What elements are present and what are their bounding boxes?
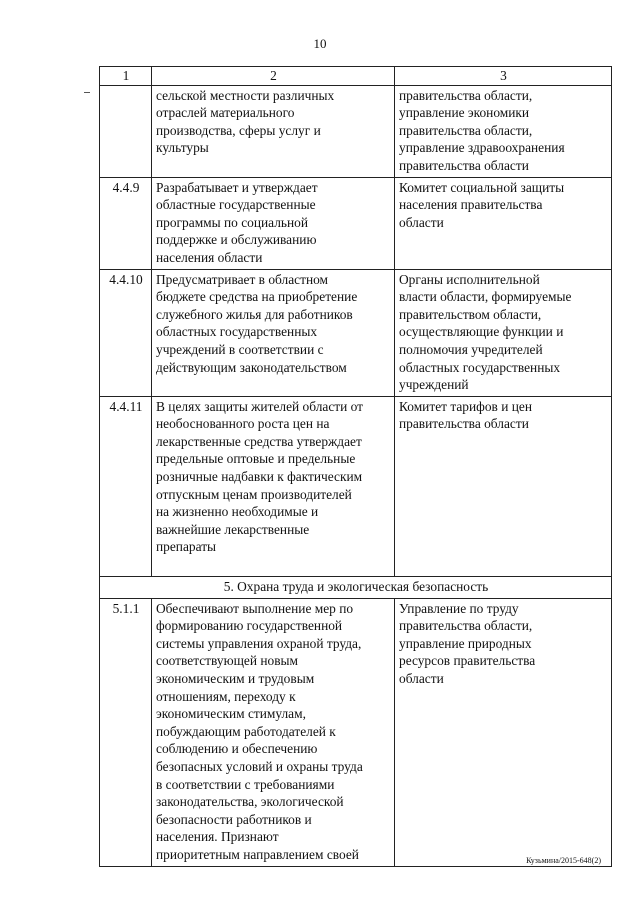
table-row (100, 598, 612, 866)
column-header-3: 3 (395, 67, 612, 86)
resp-line: правительства области (399, 416, 529, 432)
column-header-2: 2 (152, 67, 395, 86)
section-heading-row (100, 577, 612, 599)
text-line: Предусматривает в областном (156, 271, 329, 287)
table-row (100, 269, 612, 396)
resp-line: осуществляющие функции и (399, 324, 564, 340)
item-number: 4.4.9 (100, 177, 152, 269)
text-line: законодательства, экологической (156, 794, 344, 810)
table-row (100, 177, 612, 269)
text-line: отпускным ценам производителей (156, 486, 352, 502)
item-number (100, 85, 152, 177)
text-line: экономическим и трудовым (156, 671, 315, 686)
item-responsible (395, 177, 612, 269)
text-line: бюджете средства на приобретение (156, 289, 358, 305)
resp-line: власти области, формируемые (399, 289, 572, 305)
resp-line: Органы исполнительной (399, 271, 540, 287)
resp-line: управление природных (399, 635, 532, 651)
responsibility-table (99, 66, 612, 867)
resp-line: Комитет тарифов и цен (399, 398, 532, 414)
resp-line: управление здравоохранения (399, 140, 565, 156)
text-line: В целях защиты жителей области от (156, 398, 364, 414)
text-line: в соответствии с требованиями (156, 776, 335, 792)
resp-line: правительства области, (399, 122, 533, 138)
table-header-row (100, 67, 612, 86)
text-line: необоснованного роста цен на (156, 416, 330, 432)
item-responsible (395, 85, 612, 177)
item-number: 4.4.10 (100, 269, 152, 396)
text-line: предельные оптовые и предельные (156, 451, 356, 467)
resp-line: областных государственных (399, 359, 561, 375)
text-line: сельской местности различных (156, 87, 335, 103)
resp-line: полномочия учредителей (399, 341, 543, 357)
item-text (152, 177, 395, 269)
text-line: учреждений в соответствии с (156, 341, 324, 357)
page-number: 10 (313, 36, 327, 51)
text-line: поддержке и обслуживанию (156, 232, 317, 248)
resp-line: Управление по труду (399, 600, 519, 616)
column-header-1: 1 (100, 67, 152, 86)
resp-line: правительства области (399, 157, 529, 173)
text-line: служебного жилья для работников (156, 306, 353, 322)
text-line: населения. Признают (156, 829, 279, 845)
item-text (152, 396, 395, 576)
text-line: безопасных условий и охраны труда (156, 758, 363, 774)
text-line: действующим законодательством (156, 359, 347, 375)
text-line: культуры (156, 140, 209, 156)
resp-line: управление экономики (399, 105, 530, 121)
document-code: Кузьмина/2015-648(2) (526, 856, 601, 865)
text-line: отраслей материального (156, 105, 295, 121)
resp-line: населения правительства (399, 197, 543, 213)
item-number: 4.4.11 (100, 396, 152, 576)
resp-line: правительства области, (399, 87, 533, 103)
text-line: Обеспечивают выполнение мер по (156, 600, 354, 616)
text-line: формированию государственной (156, 618, 343, 634)
text-line: розничные надбавки к фактическим (156, 469, 363, 485)
text-line: препараты (156, 539, 217, 555)
text-line: на жизненно необходимые и (156, 504, 319, 520)
margin-mark (84, 92, 90, 93)
text-line: побуждающим работодателей к (156, 723, 336, 739)
resp-line: ресурсов правительства (399, 653, 536, 669)
text-line: отношениям, переходу к (156, 688, 296, 704)
item-responsible (395, 598, 612, 866)
resp-line: области (399, 214, 444, 230)
text-line: приоритетным направлением своей (156, 846, 359, 862)
item-text (152, 598, 395, 866)
text-line: областных государственных (156, 324, 318, 340)
text-line: экономическим стимулам, (156, 706, 306, 722)
item-number: 5.1.1 (100, 598, 152, 866)
text-line: областные государственные (156, 197, 316, 213)
resp-line: правительства области, (399, 618, 533, 634)
text-line: соблюдению и обеспечению (156, 741, 318, 757)
item-responsible (395, 269, 612, 396)
resp-line: правительством области, (399, 306, 542, 322)
text-line: производства, сферы услуг и (156, 122, 321, 138)
text-line: Разрабатывает и утверждает (156, 179, 318, 195)
resp-line: области (399, 671, 444, 686)
text-line: соответствующей новым (156, 653, 298, 669)
text-line: системы управления охраной труда, (156, 635, 362, 651)
item-text (152, 85, 395, 177)
text-line: населения области (156, 249, 263, 265)
item-text (152, 269, 395, 396)
item-responsible (395, 396, 612, 576)
table-row (100, 85, 612, 177)
text-line: программы по социальной (156, 214, 309, 230)
resp-line: учреждений (399, 377, 469, 393)
text-line: лекарственные средства утверждает (156, 433, 362, 449)
resp-line: Комитет социальной защиты (399, 179, 565, 195)
text-line: важнейшие лекарственные (156, 521, 310, 537)
table-row (100, 396, 612, 576)
section-heading: 5. Охрана труда и экологическая безопасность (100, 577, 612, 599)
text-line: безопасности работников и (156, 811, 312, 827)
